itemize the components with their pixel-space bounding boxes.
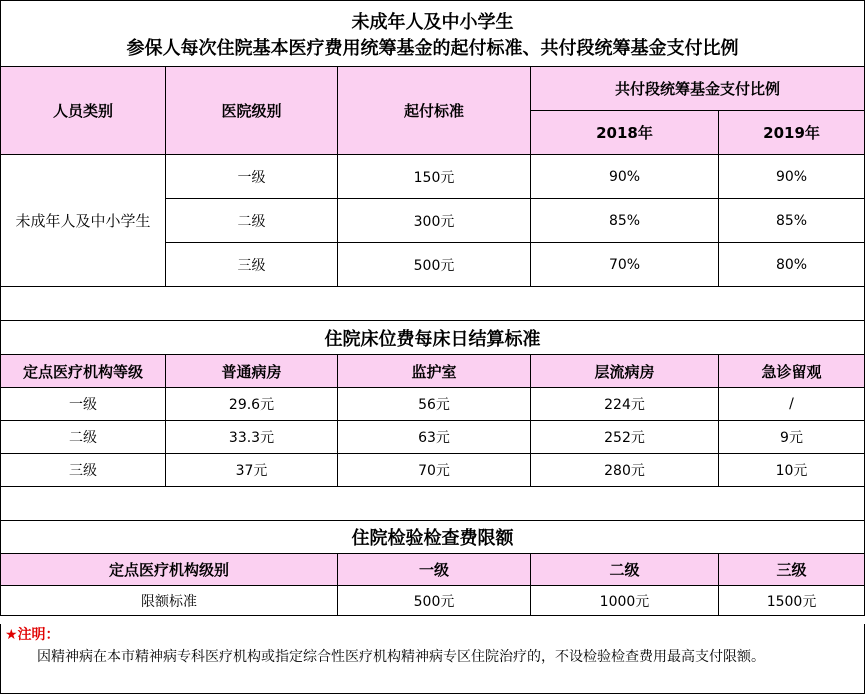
grade-cell: 二级 — [1, 421, 166, 454]
header-category: 人员类别 — [1, 67, 166, 155]
spacer-row — [1, 287, 865, 321]
header-general-ward: 普通病房 — [166, 355, 338, 388]
level-cell: 三级 — [166, 243, 338, 287]
icu-cell: 63元 — [338, 421, 531, 454]
laminar-ward-cell: 224元 — [531, 388, 719, 421]
limit-level-2-cell: 1000元 — [531, 586, 719, 616]
threshold-cell: 300元 — [338, 199, 531, 243]
ratio-2019-cell: 90% — [719, 155, 865, 199]
header-er-observation: 急诊留观 — [719, 355, 865, 388]
limit-label-cell: 限额标准 — [1, 586, 338, 616]
category-cell: 未成年人及中小学生 — [1, 155, 166, 287]
header-level-2: 二级 — [531, 554, 719, 586]
header-icu: 监护室 — [338, 355, 531, 388]
grade-cell: 一级 — [1, 388, 166, 421]
table2-row — [1, 388, 865, 421]
spacer-row — [1, 487, 865, 521]
laminar-ward-cell: 252元 — [531, 421, 719, 454]
laminar-ward-cell: 280元 — [531, 454, 719, 487]
limit-level-1-cell: 500元 — [338, 586, 531, 616]
general-ward-cell: 33.3元 — [166, 421, 338, 454]
grade-cell: 三级 — [1, 454, 166, 487]
header-level-1: 一级 — [338, 554, 531, 586]
footnote-label: ★注明： — [5, 627, 60, 643]
table3-title: 住院检验检查费限额 — [1, 521, 865, 554]
level-cell: 二级 — [166, 199, 338, 243]
table2-row — [1, 454, 865, 487]
er-observation-cell: 9元 — [719, 421, 865, 454]
threshold-cell: 150元 — [338, 155, 531, 199]
table3-row — [1, 586, 865, 616]
header-2018: 2018年 — [531, 111, 719, 155]
header-threshold: 起付标准 — [338, 67, 531, 155]
threshold-cell: 500元 — [338, 243, 531, 287]
limit-level-3-cell: 1500元 — [719, 586, 865, 616]
table1-title-line1: 未成年人及中小学生 — [351, 11, 514, 33]
header-facility-grade: 定点医疗机构等级 — [1, 355, 166, 388]
er-observation-cell: 10元 — [719, 454, 865, 487]
ratio-2018-cell: 85% — [531, 199, 719, 243]
table1-title — [1, 1, 865, 67]
er-observation-cell: / — [719, 388, 865, 421]
header-level-3: 三级 — [719, 554, 865, 586]
header-2019: 2019年 — [719, 111, 865, 155]
icu-cell: 70元 — [338, 454, 531, 487]
header-facility-level: 定点医疗机构级别 — [1, 554, 338, 586]
general-ward-cell: 37元 — [166, 454, 338, 487]
ratio-2018-cell: 70% — [531, 243, 719, 287]
footnote-text: 因精神病在本市精神病专科医疗机构或指定综合性医疗机构精神病专区住院治疗的，不设检验检查费用最高支付限额。 — [37, 649, 765, 665]
table2-title: 住院床位费每床日结算标准 — [1, 321, 865, 355]
ratio-2019-cell: 85% — [719, 199, 865, 243]
footnote — [0, 624, 865, 694]
header-laminar-ward: 层流病房 — [531, 355, 719, 388]
level-cell: 一级 — [166, 155, 338, 199]
general-ward-cell: 29.6元 — [166, 388, 338, 421]
table1-title-line2: 参保人每次住院基本医疗费用统筹基金的起付标准、共付段统筹基金支付比例 — [126, 37, 739, 59]
table2-row — [1, 421, 865, 454]
table1-row — [1, 155, 865, 199]
ratio-2018-cell: 90% — [531, 155, 719, 199]
icu-cell: 56元 — [338, 388, 531, 421]
ratio-2019-cell: 80% — [719, 243, 865, 287]
header-copay-ratio: 共付段统筹基金支付比例 — [531, 67, 865, 111]
header-hospital-level: 医院级别 — [166, 67, 338, 155]
